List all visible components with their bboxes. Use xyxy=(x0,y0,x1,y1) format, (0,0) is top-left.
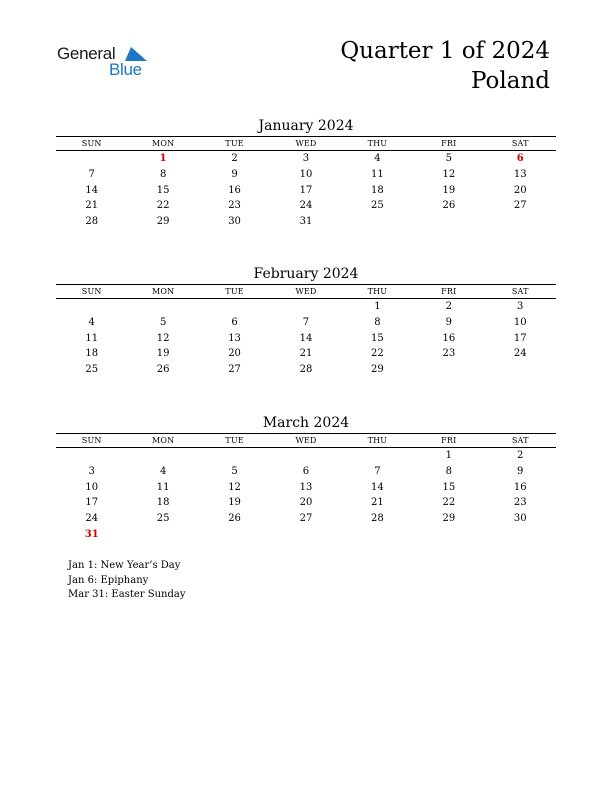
week-row xyxy=(56,151,556,167)
logo-text-blue: Blue xyxy=(109,60,142,79)
day-cell: 18 xyxy=(85,348,99,360)
weekday-label: MON xyxy=(151,436,175,445)
day-cell: 12 xyxy=(156,332,170,344)
holiday-note: Mar 31: Easter Sunday xyxy=(68,589,186,600)
week-row xyxy=(56,495,556,511)
day-cell: 27 xyxy=(299,513,313,525)
weekday-label: THU xyxy=(367,287,388,296)
day-cell: 25 xyxy=(371,200,384,212)
day-cell: 23 xyxy=(442,348,456,360)
week-row xyxy=(56,331,556,347)
day-cell: 26 xyxy=(228,513,241,525)
day-cell: 19 xyxy=(442,184,456,196)
day-cell: 6 xyxy=(231,316,238,328)
week-row xyxy=(56,511,556,527)
day-cell: 4 xyxy=(374,153,381,164)
day-cell xyxy=(127,448,198,464)
day-cell: 8 xyxy=(445,465,452,477)
day-cell: 25 xyxy=(85,364,99,376)
day-cell: 19 xyxy=(156,348,170,360)
day-cell: 15 xyxy=(156,184,170,196)
day-cell xyxy=(342,448,413,464)
day-cell: 11 xyxy=(156,481,170,493)
day-cell: 7 xyxy=(88,168,95,180)
day-cell: 16 xyxy=(513,481,527,493)
day-cell: 29 xyxy=(156,216,170,228)
day-cell xyxy=(485,214,556,230)
day-cell: 23 xyxy=(228,200,241,212)
week-row xyxy=(56,315,556,331)
day-cell: 2 xyxy=(517,450,524,461)
week-row xyxy=(56,299,556,315)
day-cell: 17 xyxy=(85,497,99,509)
day-cell: 11 xyxy=(371,168,384,180)
day-cell: 22 xyxy=(156,200,170,212)
day-cell: 29 xyxy=(371,364,384,376)
day-cell: 5 xyxy=(445,153,452,164)
weekday-header xyxy=(56,136,556,151)
day-cell xyxy=(413,362,484,378)
day-cell: 14 xyxy=(371,481,384,493)
month-february xyxy=(56,264,556,378)
weekday-header xyxy=(56,284,556,299)
weekday-label: MON xyxy=(151,139,175,148)
logo-triangle-icon xyxy=(125,47,147,61)
day-cell: 10 xyxy=(513,316,527,328)
day-cell: 1 xyxy=(445,450,452,461)
day-cell xyxy=(485,362,556,378)
day-cell xyxy=(199,448,270,464)
day-cell: 8 xyxy=(374,316,381,328)
day-cell: 27 xyxy=(513,200,527,212)
day-cell: 16 xyxy=(228,184,241,196)
day-cell: 6 xyxy=(302,465,310,477)
week-row xyxy=(56,362,556,378)
month-name: March 2024 xyxy=(262,415,350,431)
day-cell: 2 xyxy=(231,153,238,164)
week-row xyxy=(56,198,556,214)
generalblue-logo xyxy=(57,44,157,84)
day-cell: 2 xyxy=(445,301,452,312)
day-cell: 17 xyxy=(299,184,313,196)
day-cell xyxy=(413,214,484,230)
day-cell: 30 xyxy=(513,513,527,525)
day-cell: 12 xyxy=(228,481,241,493)
day-cell: 17 xyxy=(513,332,527,344)
day-cell: 10 xyxy=(299,168,313,180)
day-cell: 24 xyxy=(85,513,99,525)
day-cell: 19 xyxy=(228,497,241,509)
month-march xyxy=(56,413,556,543)
day-cell: 15 xyxy=(371,332,384,344)
week-row xyxy=(56,214,556,230)
day-cell: 20 xyxy=(299,497,313,509)
day-cell: 22 xyxy=(442,497,456,509)
day-cell: 29 xyxy=(442,513,456,525)
day-cell: 5 xyxy=(159,316,167,328)
week-row xyxy=(56,448,556,464)
weekday-label: WED xyxy=(295,287,317,296)
day-cell: 26 xyxy=(156,364,170,376)
day-cell: 22 xyxy=(371,348,384,360)
day-cell: 3 xyxy=(88,465,95,477)
page-title xyxy=(340,36,550,96)
weekday-label: WED xyxy=(295,436,317,445)
weekday-label: SUN xyxy=(81,139,102,148)
day-cell: 9 xyxy=(445,316,452,328)
day-cell: 13 xyxy=(299,481,313,493)
day-cell: 16 xyxy=(442,332,456,344)
day-cell xyxy=(342,214,413,230)
weekday-label: SUN xyxy=(81,436,102,445)
weekday-label: THU xyxy=(367,436,388,445)
day-cell: 21 xyxy=(85,200,99,212)
day-cell: 28 xyxy=(299,364,313,376)
day-cell: 13 xyxy=(228,332,241,344)
day-cell: 7 xyxy=(374,465,381,477)
day-cell: 8 xyxy=(159,168,167,180)
month-name: February 2024 xyxy=(253,266,359,282)
month-january xyxy=(56,116,556,230)
day-cell: 11 xyxy=(85,332,99,344)
day-cell xyxy=(342,527,413,543)
day-cell: 4 xyxy=(159,465,167,477)
weekday-label: SAT xyxy=(511,436,529,445)
day-cell xyxy=(270,527,341,543)
day-cell xyxy=(270,448,341,464)
day-cell: 31 xyxy=(299,216,313,228)
day-cell: 3 xyxy=(302,153,310,164)
day-cell: 28 xyxy=(371,513,384,525)
day-cell: 5 xyxy=(231,465,238,477)
day-cell: 31 xyxy=(84,528,99,540)
day-cell: 9 xyxy=(517,465,524,477)
day-cell: 14 xyxy=(85,184,99,196)
day-cell: 26 xyxy=(442,200,456,212)
day-cell: 23 xyxy=(513,497,527,509)
day-cell: 21 xyxy=(299,348,313,360)
weekday-label: THU xyxy=(367,139,388,148)
day-cell: 25 xyxy=(156,513,170,525)
day-cell: 30 xyxy=(228,216,241,228)
day-cell xyxy=(199,527,270,543)
day-cell: 24 xyxy=(299,200,313,212)
day-cell xyxy=(127,299,198,315)
day-cell: 28 xyxy=(85,216,99,228)
title-country: Poland xyxy=(471,68,550,94)
week-row xyxy=(56,346,556,362)
weekday-label: TUE xyxy=(225,436,244,445)
weekday-header xyxy=(56,433,556,448)
week-row xyxy=(56,183,556,199)
logo-text-general: General xyxy=(57,44,116,63)
weekday-label: MON xyxy=(151,287,175,296)
day-cell: 13 xyxy=(513,168,527,180)
holiday-note: Jan 1: New Year’s Day xyxy=(68,560,181,571)
day-cell xyxy=(413,527,484,543)
weekday-label: SUN xyxy=(81,287,102,296)
weekday-label: SAT xyxy=(511,139,529,148)
weekday-label: TUE xyxy=(225,139,244,148)
day-cell: 15 xyxy=(442,481,456,493)
week-row xyxy=(56,464,556,480)
day-cell xyxy=(199,299,270,315)
day-cell xyxy=(127,527,198,543)
day-cell: 10 xyxy=(85,481,99,493)
day-cell: 20 xyxy=(228,348,241,360)
day-cell xyxy=(56,151,127,167)
day-cell xyxy=(270,299,341,315)
day-cell: 7 xyxy=(302,316,310,328)
day-cell: 27 xyxy=(228,364,241,376)
month-name: January 2024 xyxy=(258,118,354,134)
title-quarter: Quarter 1 of 2024 xyxy=(340,38,550,64)
holiday-note: Jan 6: Epiphany xyxy=(68,574,149,586)
day-cell: 6 xyxy=(516,153,524,164)
day-cell: 4 xyxy=(88,316,95,328)
day-cell: 12 xyxy=(442,168,456,180)
day-cell: 18 xyxy=(371,184,384,196)
day-cell: 18 xyxy=(156,497,170,509)
day-cell: 20 xyxy=(513,184,527,196)
weekday-label: FRI xyxy=(441,139,457,148)
weekday-label: TUE xyxy=(225,287,244,296)
day-cell xyxy=(56,448,127,464)
holiday-notes xyxy=(68,559,185,603)
day-cell: 21 xyxy=(371,497,384,509)
weekday-label: FRI xyxy=(441,436,457,445)
week-row xyxy=(56,527,556,543)
day-cell: 1 xyxy=(159,153,167,164)
day-cell: 1 xyxy=(374,301,381,312)
day-cell: 14 xyxy=(299,332,313,344)
weekday-label: FRI xyxy=(441,287,457,296)
day-cell xyxy=(485,527,556,543)
day-cell: 9 xyxy=(231,168,238,180)
weekday-label: WED xyxy=(295,139,317,148)
weekday-label: SAT xyxy=(511,287,529,296)
day-cell xyxy=(56,299,127,315)
day-cell: 24 xyxy=(513,348,527,360)
week-row xyxy=(56,167,556,183)
day-cell: 3 xyxy=(517,301,524,312)
week-row xyxy=(56,480,556,496)
